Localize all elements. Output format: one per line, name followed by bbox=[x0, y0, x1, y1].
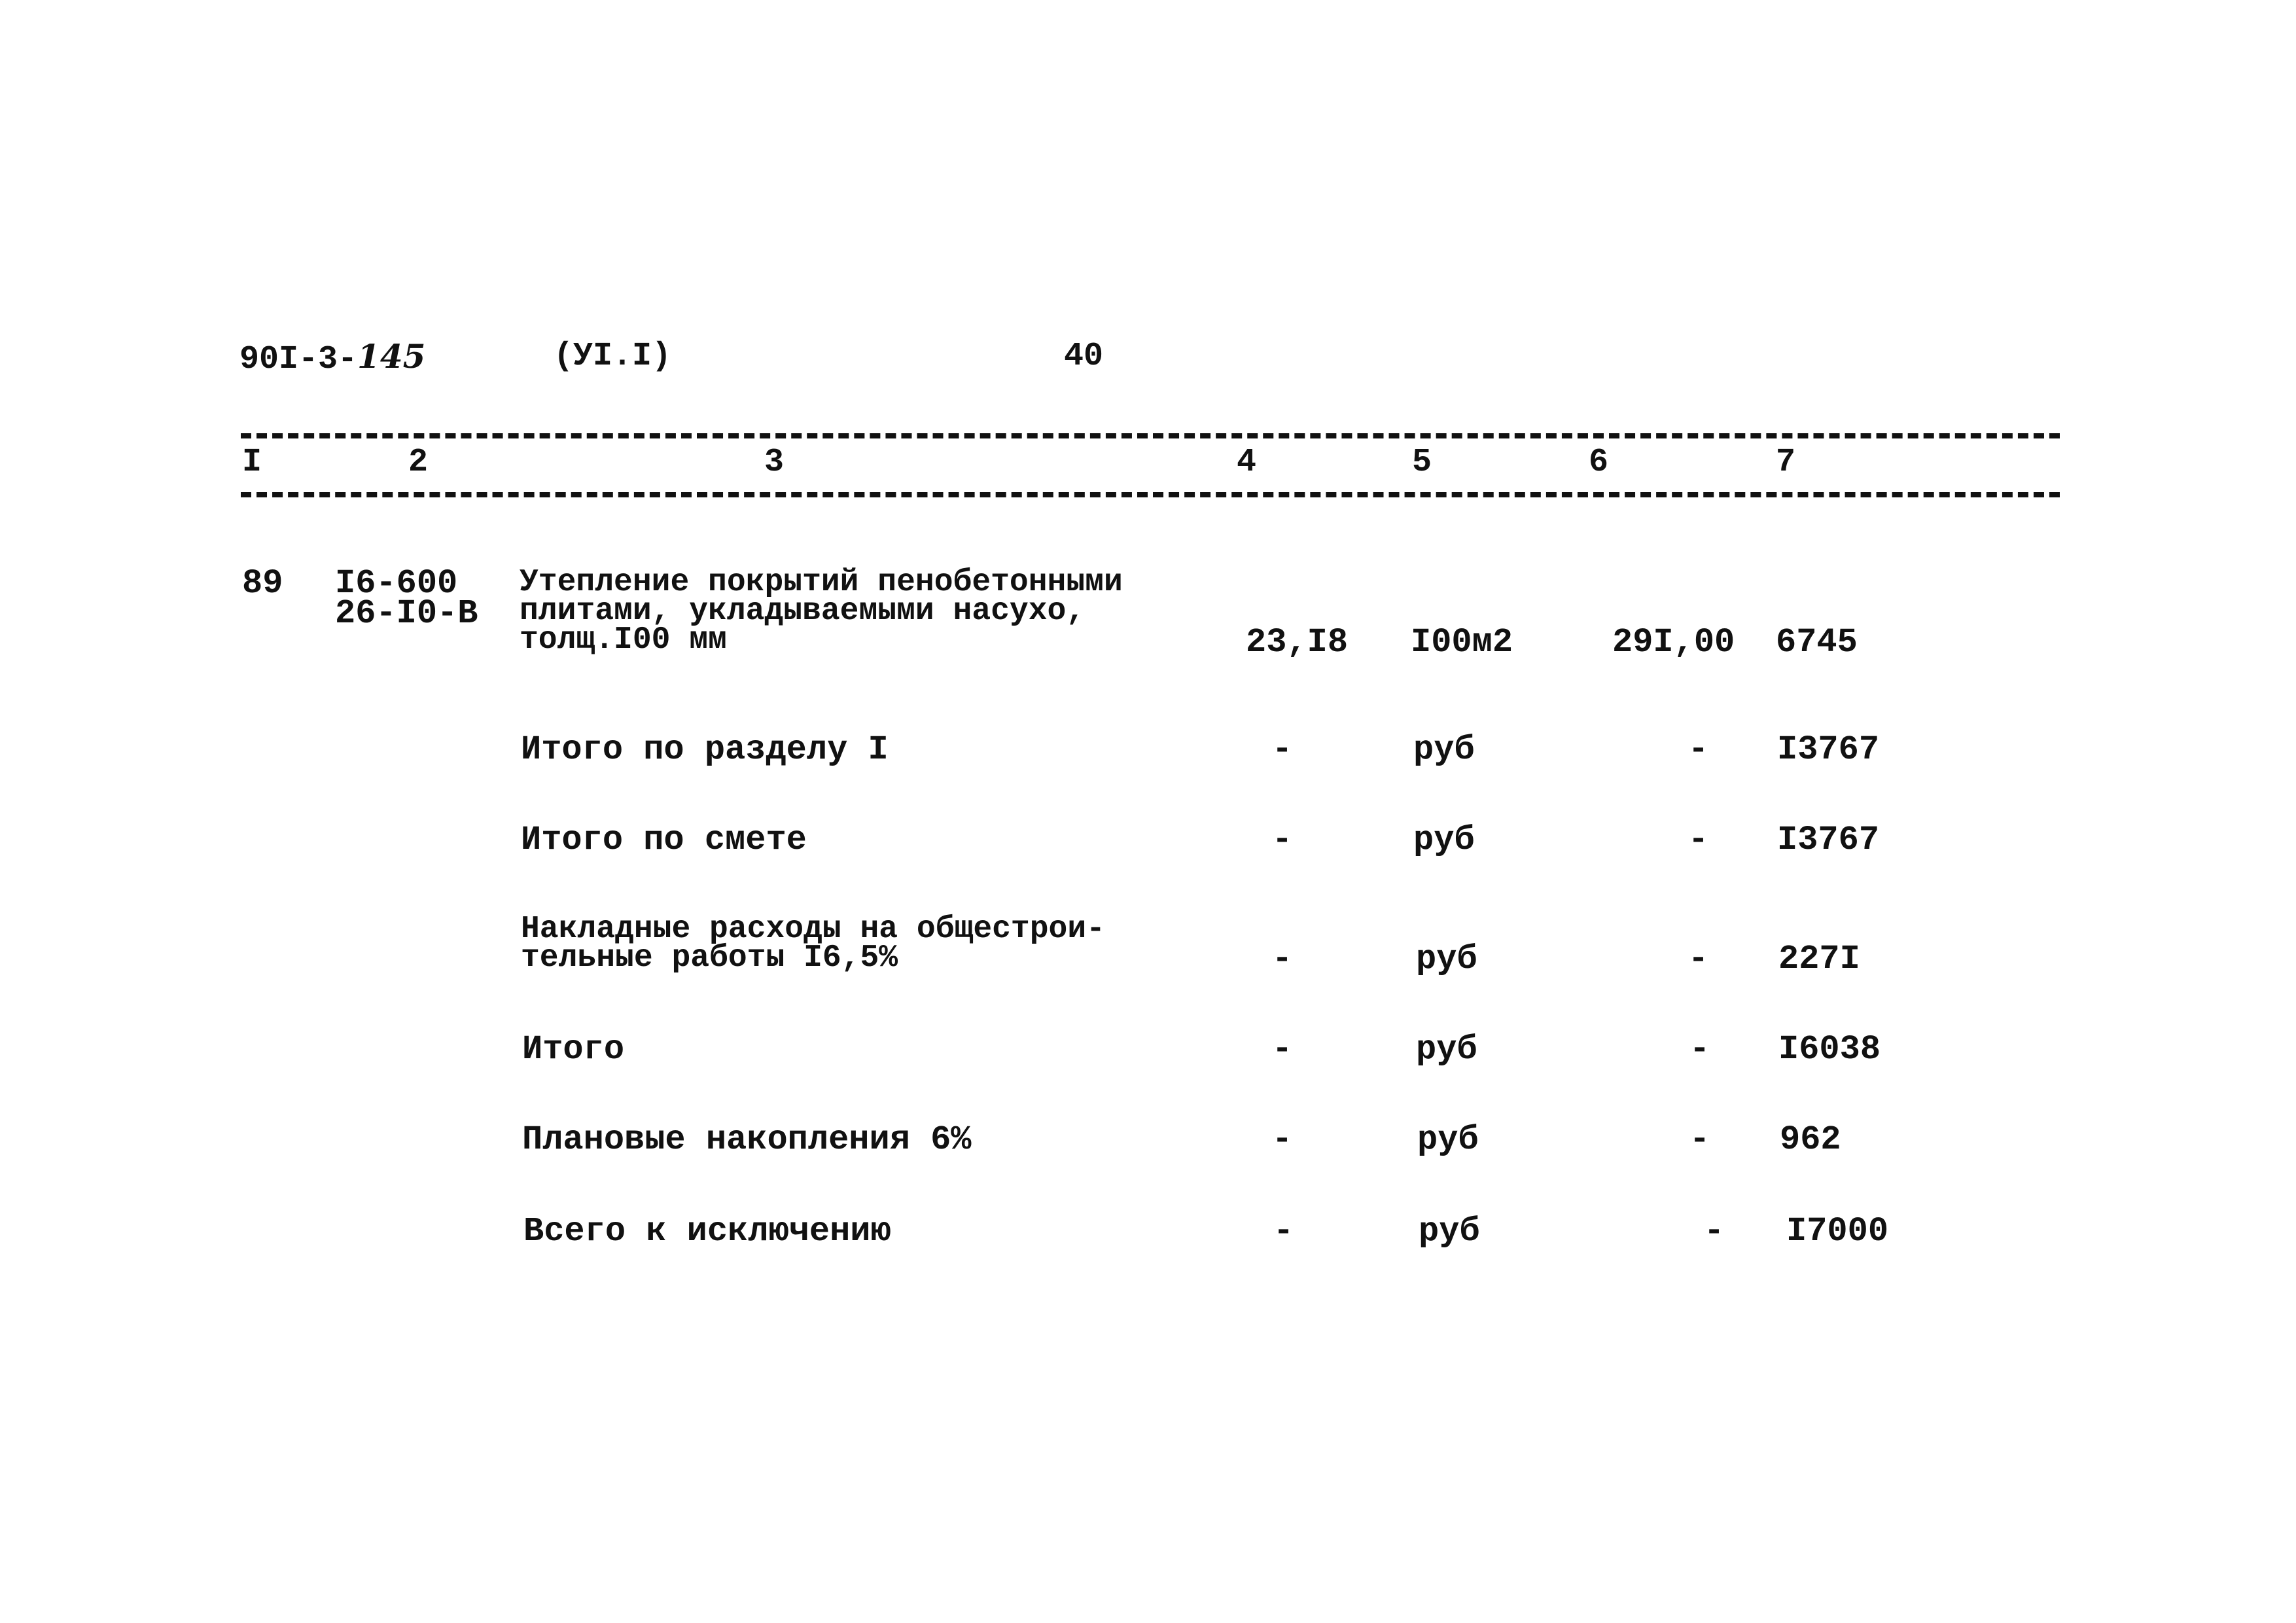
column-number-6: 6 bbox=[1589, 444, 1609, 481]
document-code bbox=[239, 337, 426, 378]
table-header-bottom-rule bbox=[241, 492, 2060, 497]
document-code-prefix: 90I-3- bbox=[239, 341, 358, 378]
summary-unit: руб bbox=[1413, 821, 1475, 859]
summary-quantity-dash: - bbox=[1272, 1120, 1293, 1159]
summary-quantity-dash: - bbox=[1272, 940, 1293, 978]
summary-quantity-dash: - bbox=[1272, 730, 1293, 769]
column-number-5: 5 bbox=[1412, 444, 1432, 481]
item-number: 89 bbox=[242, 564, 283, 603]
summary-total: 227I bbox=[1778, 940, 1860, 978]
summary-price-dash: - bbox=[1689, 1120, 1710, 1159]
summary-total: I7000 bbox=[1786, 1212, 1889, 1251]
item-unit-price: 29I,00 bbox=[1612, 623, 1735, 662]
summary-total: I3767 bbox=[1777, 821, 1880, 859]
summary-unit: руб bbox=[1413, 730, 1475, 769]
summary-unit: руб bbox=[1416, 940, 1477, 978]
summary-quantity-dash: - bbox=[1272, 821, 1293, 859]
item-total: 6745 bbox=[1776, 623, 1858, 662]
summary-price-dash: - bbox=[1688, 730, 1709, 769]
summary-total: I3767 bbox=[1777, 730, 1880, 769]
table-header-top-rule bbox=[241, 433, 2060, 438]
column-number-4: 4 bbox=[1237, 444, 1257, 481]
summary-label-section-total: Итого по разделу I bbox=[521, 730, 889, 769]
document-code-handwritten-suffix: 145 bbox=[357, 337, 426, 376]
item-quantity: 23,I8 bbox=[1246, 623, 1349, 662]
item-code-line1: I6-600 bbox=[335, 564, 458, 603]
summary-label-subtotal: Итого bbox=[522, 1030, 625, 1069]
summary-label-overheads: Накладные расходы на общестрои- тельные работы I6,5% bbox=[521, 912, 1105, 976]
summary-unit: руб bbox=[1416, 1030, 1477, 1069]
summary-price-dash: - bbox=[1704, 1212, 1725, 1251]
summary-unit: руб bbox=[1419, 1212, 1480, 1251]
summary-total: I6038 bbox=[1778, 1030, 1881, 1069]
summary-unit: руб bbox=[1417, 1120, 1479, 1159]
column-number-1: I bbox=[242, 444, 262, 481]
summary-quantity-dash: - bbox=[1273, 1212, 1294, 1251]
summary-label-planned-savings: Плановые накопления 6% bbox=[522, 1120, 972, 1159]
column-number-3: 3 bbox=[764, 444, 785, 481]
item-code-line2: 26-I0-B bbox=[335, 594, 478, 633]
item-unit: I00м2 bbox=[1411, 623, 1513, 662]
section-label: (УI.I) bbox=[554, 338, 672, 375]
column-number-2: 2 bbox=[408, 444, 429, 481]
summary-price-dash: - bbox=[1688, 821, 1709, 859]
summary-quantity-dash: - bbox=[1272, 1030, 1293, 1069]
item-description: Утепление покрытий пенобетонными плитами, укладываемыми насухо, толщ.I00 мм bbox=[520, 565, 1123, 658]
page-number: 40 bbox=[1064, 338, 1104, 375]
summary-total: 962 bbox=[1780, 1120, 1841, 1159]
column-number-7: 7 bbox=[1776, 444, 1796, 481]
summary-label-grand-total-excluded: Всего к исключению bbox=[523, 1212, 891, 1251]
summary-price-dash: - bbox=[1689, 1030, 1710, 1069]
summary-label-estimate-total: Итого по смете bbox=[521, 821, 807, 859]
summary-price-dash: - bbox=[1688, 940, 1709, 978]
